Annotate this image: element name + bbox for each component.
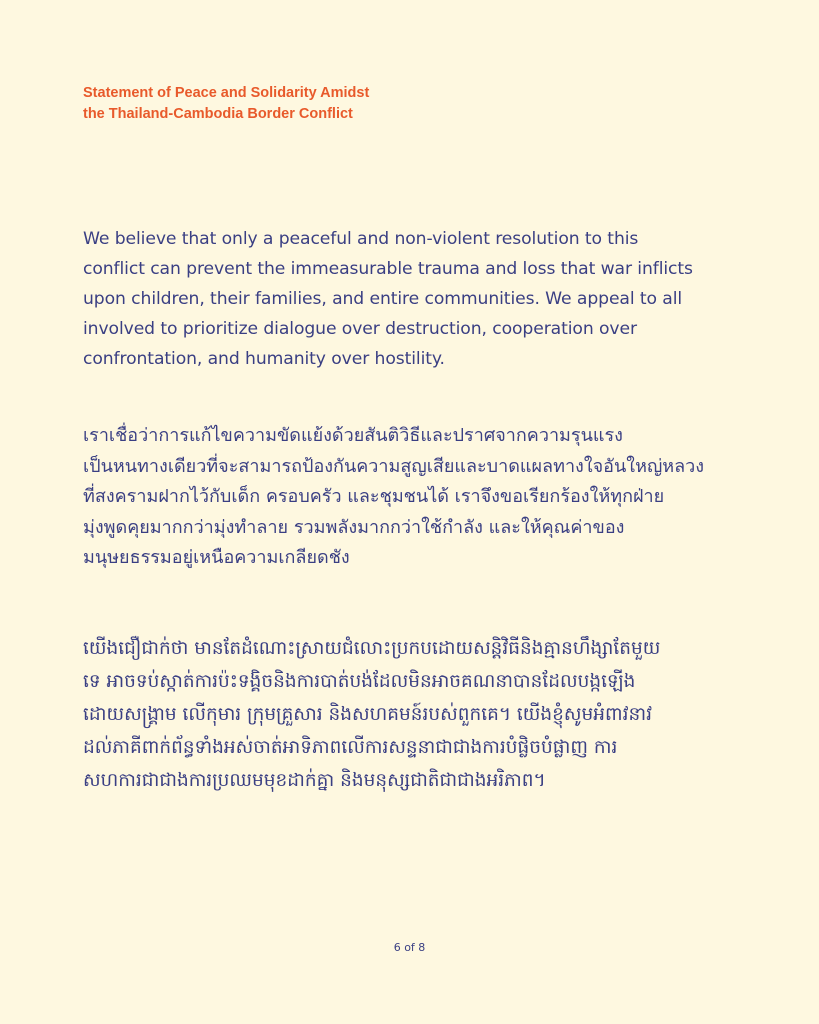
- english-line: We believe that only a peaceful and non-violent resolution to this: [83, 229, 639, 249]
- page-indicator: 6 of 8: [393, 941, 426, 954]
- english-line: conflict can prevent the immeasurable trauma and loss that war inflicts: [83, 259, 693, 279]
- english-line: involved to prioritize dialogue over destruction, cooperation over: [83, 319, 637, 339]
- khmer-paragraph: [83, 632, 763, 797]
- english-line: confrontation, and humanity over hostility.: [83, 349, 445, 369]
- khmer-line: ដល់ភាគីពាក់ព័ន្ធទាំងអស់ចាត់អាទិភាពលើការសន្ទនាជាជាងការបំផ្លិចបំផ្លាញ ការ: [83, 737, 618, 758]
- khmer-line: ទេ អាចទប់ស្កាត់ការប៉ះទង្គិចនិងការបាត់បង់ដែលមិនអាចគណនាបានដែលបង្កឡើង: [83, 671, 636, 692]
- title-line: the Thailand-Cambodia Border Conflict: [83, 106, 353, 122]
- thai-line: เป็นหนทางเดียวที่จะสามารถป้องกันความสูญเสียและบาดแผลทางใจอันใหญ่หลวง: [83, 455, 705, 477]
- khmer-line: យើងជឿជាក់ថា មានតែដំណោះស្រាយជំលោះប្រកបដោយសន្តិវិធីនិងគ្មានហឹង្សាតែមួយ: [83, 638, 661, 659]
- thai-line: ที่สงครามฝากไว้กับเด็ก ครอบครัว และชุมชนได้ เราจึงขอเรียกร้องให้ทุกฝ่าย: [83, 486, 665, 507]
- english-line: upon children, their families, and entire communities. We appeal to all: [83, 289, 683, 309]
- khmer-line: សហការជាជាងការប្រឈមមុខដាក់គ្នា និងមនុស្សជាតិជាជាងអរិភាព។: [83, 770, 546, 791]
- thai-line: มนุษยธรรมอยู่เหนือความเกลียดชัง: [83, 547, 350, 568]
- khmer-line: ដោយសង្គ្រាម លើកុមារ ក្រុមគ្រួសារ និងសហគមន៍របស់ពួកគេ។ យើងខ្ញុំសូមអំពាវនាវ: [83, 704, 652, 725]
- thai-paragraph: [83, 421, 763, 574]
- statement-title: [83, 83, 723, 125]
- title-line: Statement of Peace and Solidarity Amidst: [83, 85, 370, 101]
- thai-line: เราเชื่อว่าการแก้ไขความขัดแย้งด้วยสันติวิธีและปราศจากความรุนแรง: [83, 425, 623, 446]
- english-paragraph: [83, 224, 763, 374]
- thai-line: มุ่งพูดคุยมากกว่ามุ่งทำลาย รวมพลังมากกว่าใช้กำลัง และให้คุณค่าของ: [83, 516, 625, 538]
